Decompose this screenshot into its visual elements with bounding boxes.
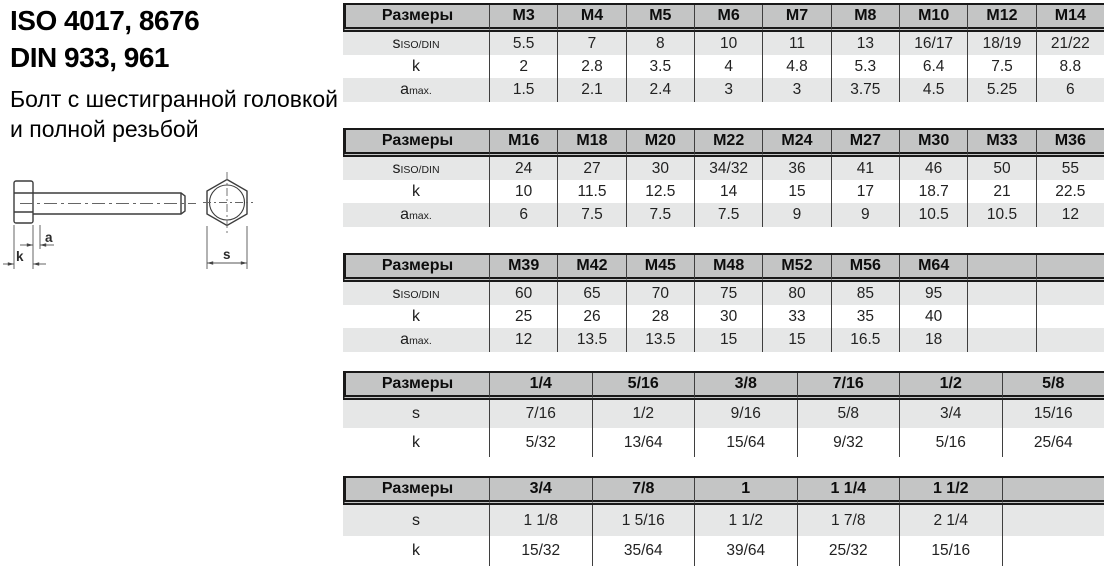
- dimension-value-cell: 7: [557, 32, 625, 55]
- dimension-row-label: a max.: [343, 78, 489, 102]
- size-column-header: 3/4: [489, 478, 592, 505]
- size-header-cell: Размеры: [343, 373, 489, 400]
- bolt-technical-drawing: [0, 163, 300, 308]
- dimension-row-label: a max.: [343, 328, 489, 352]
- dimension-value-cell: 10: [694, 32, 762, 55]
- size-column-header: M52: [762, 255, 830, 282]
- dimension-value-cell: 18/19: [967, 32, 1035, 55]
- dimension-row-label: s ISO/DIN: [343, 32, 489, 55]
- dimension-value-cell: 65: [557, 282, 625, 305]
- metric-table-m16-m36: [343, 128, 1104, 227]
- dimension-value-cell: 30: [694, 305, 762, 328]
- size-column-header: M3: [489, 5, 557, 32]
- dimension-value-cell: 39/64: [694, 536, 797, 566]
- bolt-head-side: [14, 181, 33, 223]
- dimension-value-cell: 13/64: [592, 428, 695, 457]
- dimension-value-cell: 11.5: [557, 180, 625, 203]
- iso-standards-title: ISO 4017, 8676: [10, 5, 200, 36]
- dimension-value-cell: 1 1/8: [489, 505, 592, 536]
- dimension-value-cell: 2.1: [557, 78, 625, 102]
- size-column-header: [967, 255, 1035, 282]
- dimension-value-cell: 15/64: [694, 428, 797, 457]
- dimension-value-cell: 15: [762, 180, 830, 203]
- size-column-header: M36: [1036, 130, 1104, 157]
- dimension-value-cell: 15/32: [489, 536, 592, 566]
- dimension-value-cell: 9: [831, 203, 899, 227]
- dim-label-a: a: [45, 230, 53, 245]
- size-header-cell: Размеры: [343, 255, 489, 282]
- dimension-row-label: k: [412, 307, 420, 325]
- dimension-value-cell: 35: [831, 305, 899, 328]
- dimension-value-cell: [967, 305, 1035, 328]
- metric-table-m39-m64: [343, 253, 1104, 352]
- dimension-row-label: s ISO/DIN: [343, 282, 489, 305]
- dimension-value-cell: 25/32: [797, 536, 900, 566]
- size-column-header: M42: [557, 255, 625, 282]
- size-column-header: M6: [694, 5, 762, 32]
- dimension-value-cell: 9/16: [694, 400, 797, 428]
- dim-label-k: k: [16, 249, 24, 264]
- size-column-header: M56: [831, 255, 899, 282]
- size-column-header: M16: [489, 130, 557, 157]
- dimension-value-cell: 5/16: [899, 428, 1002, 457]
- dimension-value-cell: 2.4: [626, 78, 694, 102]
- size-column-header: M64: [899, 255, 967, 282]
- size-column-header: 1/2: [899, 373, 1002, 400]
- size-column-header: M27: [831, 130, 899, 157]
- size-column-header: M30: [899, 130, 967, 157]
- dimension-value-cell: 2: [489, 55, 557, 78]
- dimension-value-cell: [967, 328, 1035, 352]
- dimension-value-cell: 5.5: [489, 32, 557, 55]
- dimension-value-cell: [1002, 505, 1104, 536]
- dimension-value-cell: 3: [694, 78, 762, 102]
- dimension-value-cell: 41: [831, 157, 899, 180]
- dim-label-s: s: [223, 247, 231, 262]
- dimension-value-cell: 16/17: [899, 32, 967, 55]
- dimension-value-cell: 35/64: [592, 536, 695, 566]
- dimension-value-cell: 26: [557, 305, 625, 328]
- dimension-value-cell: 3/4: [899, 400, 1002, 428]
- size-column-header: 1 1/2: [899, 478, 1002, 505]
- bolt-side-view: [14, 181, 185, 223]
- dimension-value-cell: 21: [967, 180, 1035, 203]
- size-column-header: 7/8: [592, 478, 695, 505]
- inch-table-quarter-to-fiveeighths: [343, 371, 1104, 457]
- size-column-header: [1002, 478, 1104, 505]
- dimension-value-cell: 3: [762, 78, 830, 102]
- product-description-line1: Болт с шестигранной головкой: [10, 86, 338, 112]
- dimension-row-label: s: [343, 505, 489, 536]
- dimension-value-cell: [1036, 282, 1104, 305]
- dimension-value-cell: 3.75: [831, 78, 899, 102]
- dimension-value-cell: 6: [1036, 78, 1104, 102]
- size-column-header: 5/8: [1002, 373, 1104, 400]
- dimension-value-cell: 13.5: [626, 328, 694, 352]
- dimension-row-label: k: [412, 433, 420, 451]
- dimension-value-cell: 17: [831, 180, 899, 203]
- title-block: [10, 2, 350, 144]
- dimension-value-cell: 8: [626, 32, 694, 55]
- size-column-header: M5: [626, 5, 694, 32]
- dimension-value-cell: 1 7/8: [797, 505, 900, 536]
- dimension-value-cell: 12.5: [626, 180, 694, 203]
- dimension-row-label: k: [412, 182, 420, 200]
- din-standards-title: DIN 933, 961: [10, 42, 169, 73]
- size-column-header: 7/16: [797, 373, 900, 400]
- dimension-value-cell: 33: [762, 305, 830, 328]
- dimension-value-cell: 1 5/16: [592, 505, 695, 536]
- dimension-value-cell: 36: [762, 157, 830, 180]
- dimension-value-cell: 5/32: [489, 428, 592, 457]
- size-column-header: [1036, 255, 1104, 282]
- size-column-header: M8: [831, 5, 899, 32]
- dimension-value-cell: 75: [694, 282, 762, 305]
- dimension-value-cell: 7.5: [694, 203, 762, 227]
- dimension-value-cell: [1036, 305, 1104, 328]
- dimension-value-cell: 18.7: [899, 180, 967, 203]
- metric-table-m3-m14: [343, 3, 1104, 102]
- size-column-header: 3/8: [694, 373, 797, 400]
- dimension-value-cell: 11: [762, 32, 830, 55]
- size-column-header: M10: [899, 5, 967, 32]
- dimension-value-cell: 7/16: [489, 400, 592, 428]
- dimension-value-cell: 70: [626, 282, 694, 305]
- size-column-header: M39: [489, 255, 557, 282]
- dimension-value-cell: 25/64: [1002, 428, 1104, 457]
- dimension-value-cell: 5/8: [797, 400, 900, 428]
- dimension-value-cell: 4.5: [899, 78, 967, 102]
- dimension-value-cell: 6.4: [899, 55, 967, 78]
- dimension-value-cell: 55: [1036, 157, 1104, 180]
- inch-table-threequarters-to-oneandhalf: [343, 476, 1104, 566]
- dimension-value-cell: 1/2: [592, 400, 695, 428]
- product-description-line2: и полной резьбой: [10, 116, 199, 142]
- size-column-header: 1 1/4: [797, 478, 900, 505]
- dimension-value-cell: 13: [831, 32, 899, 55]
- dimension-value-cell: 1 1/2: [694, 505, 797, 536]
- dimension-value-cell: 5.25: [967, 78, 1035, 102]
- dimension-value-cell: 9: [762, 203, 830, 227]
- size-column-header: M48: [694, 255, 762, 282]
- size-header-cell: Размеры: [343, 130, 489, 157]
- dimension-value-cell: 13.5: [557, 328, 625, 352]
- dimension-value-cell: 3.5: [626, 55, 694, 78]
- dimension-value-cell: 80: [762, 282, 830, 305]
- dimension-value-cell: 6: [489, 203, 557, 227]
- dimension-value-cell: 22.5: [1036, 180, 1104, 203]
- dimension-value-cell: 7.5: [967, 55, 1035, 78]
- size-header-cell: Размеры: [343, 478, 489, 505]
- size-column-header: 1: [694, 478, 797, 505]
- dimension-value-cell: 8.8: [1036, 55, 1104, 78]
- dimension-value-cell: 15: [762, 328, 830, 352]
- size-column-header: M14: [1036, 5, 1104, 32]
- dimension-value-cell: 10: [489, 180, 557, 203]
- dimension-value-cell: 34/32: [694, 157, 762, 180]
- dimension-value-cell: [1002, 536, 1104, 566]
- dimension-row-label: k: [412, 542, 420, 559]
- size-column-header: 1/4: [489, 373, 592, 400]
- dimension-value-cell: 16.5: [831, 328, 899, 352]
- size-header-cell: Размеры: [343, 5, 489, 32]
- dimension-value-cell: 7.5: [626, 203, 694, 227]
- dimension-value-cell: 95: [899, 282, 967, 305]
- size-column-header: M22: [694, 130, 762, 157]
- dimension-value-cell: 15: [694, 328, 762, 352]
- size-column-header: M33: [967, 130, 1035, 157]
- dimension-value-cell: [1036, 328, 1104, 352]
- dimension-value-cell: 50: [967, 157, 1035, 180]
- size-column-header: M20: [626, 130, 694, 157]
- dimension-value-cell: 4.8: [762, 55, 830, 78]
- dimension-value-cell: 14: [694, 180, 762, 203]
- dimension-value-cell: 5.3: [831, 55, 899, 78]
- size-column-header: M12: [967, 5, 1035, 32]
- dimension-value-cell: 21/22: [1036, 32, 1104, 55]
- dimension-value-cell: 18: [899, 328, 967, 352]
- dimension-value-cell: [967, 282, 1035, 305]
- size-column-header: M18: [557, 130, 625, 157]
- dimension-value-cell: 7.5: [557, 203, 625, 227]
- dimension-value-cell: 40: [899, 305, 967, 328]
- dimension-value-cell: 1.5: [489, 78, 557, 102]
- dimension-value-cell: 27: [557, 157, 625, 180]
- dimension-row-label: a max.: [343, 203, 489, 227]
- dimension-value-cell: 25: [489, 305, 557, 328]
- dimension-value-cell: 10.5: [967, 203, 1035, 227]
- dimension-value-cell: 28: [626, 305, 694, 328]
- size-column-header: M7: [762, 5, 830, 32]
- dimension-value-cell: 46: [899, 157, 967, 180]
- dimension-value-cell: 10.5: [899, 203, 967, 227]
- dimension-row-label: s: [343, 400, 489, 428]
- dimension-value-cell: 24: [489, 157, 557, 180]
- dimension-value-cell: 15/16: [899, 536, 1002, 566]
- dimension-value-cell: 4: [694, 55, 762, 78]
- dimension-value-cell: 30: [626, 157, 694, 180]
- dimension-value-cell: 2 1/4: [899, 505, 1002, 536]
- dimension-row-label: s ISO/DIN: [343, 157, 489, 180]
- size-column-header: 5/16: [592, 373, 695, 400]
- dimension-value-cell: 12: [1036, 203, 1104, 227]
- dimension-row-label: k: [412, 57, 420, 75]
- size-column-header: M45: [626, 255, 694, 282]
- size-column-header: M24: [762, 130, 830, 157]
- dimension-value-cell: 2.8: [557, 55, 625, 78]
- dimension-value-cell: 15/16: [1002, 400, 1104, 428]
- dimension-value-cell: 85: [831, 282, 899, 305]
- dimension-value-cell: 9/32: [797, 428, 900, 457]
- dimension-value-cell: 12: [489, 328, 557, 352]
- size-column-header: M4: [557, 5, 625, 32]
- dimension-lines: [3, 225, 247, 269]
- dimension-value-cell: 60: [489, 282, 557, 305]
